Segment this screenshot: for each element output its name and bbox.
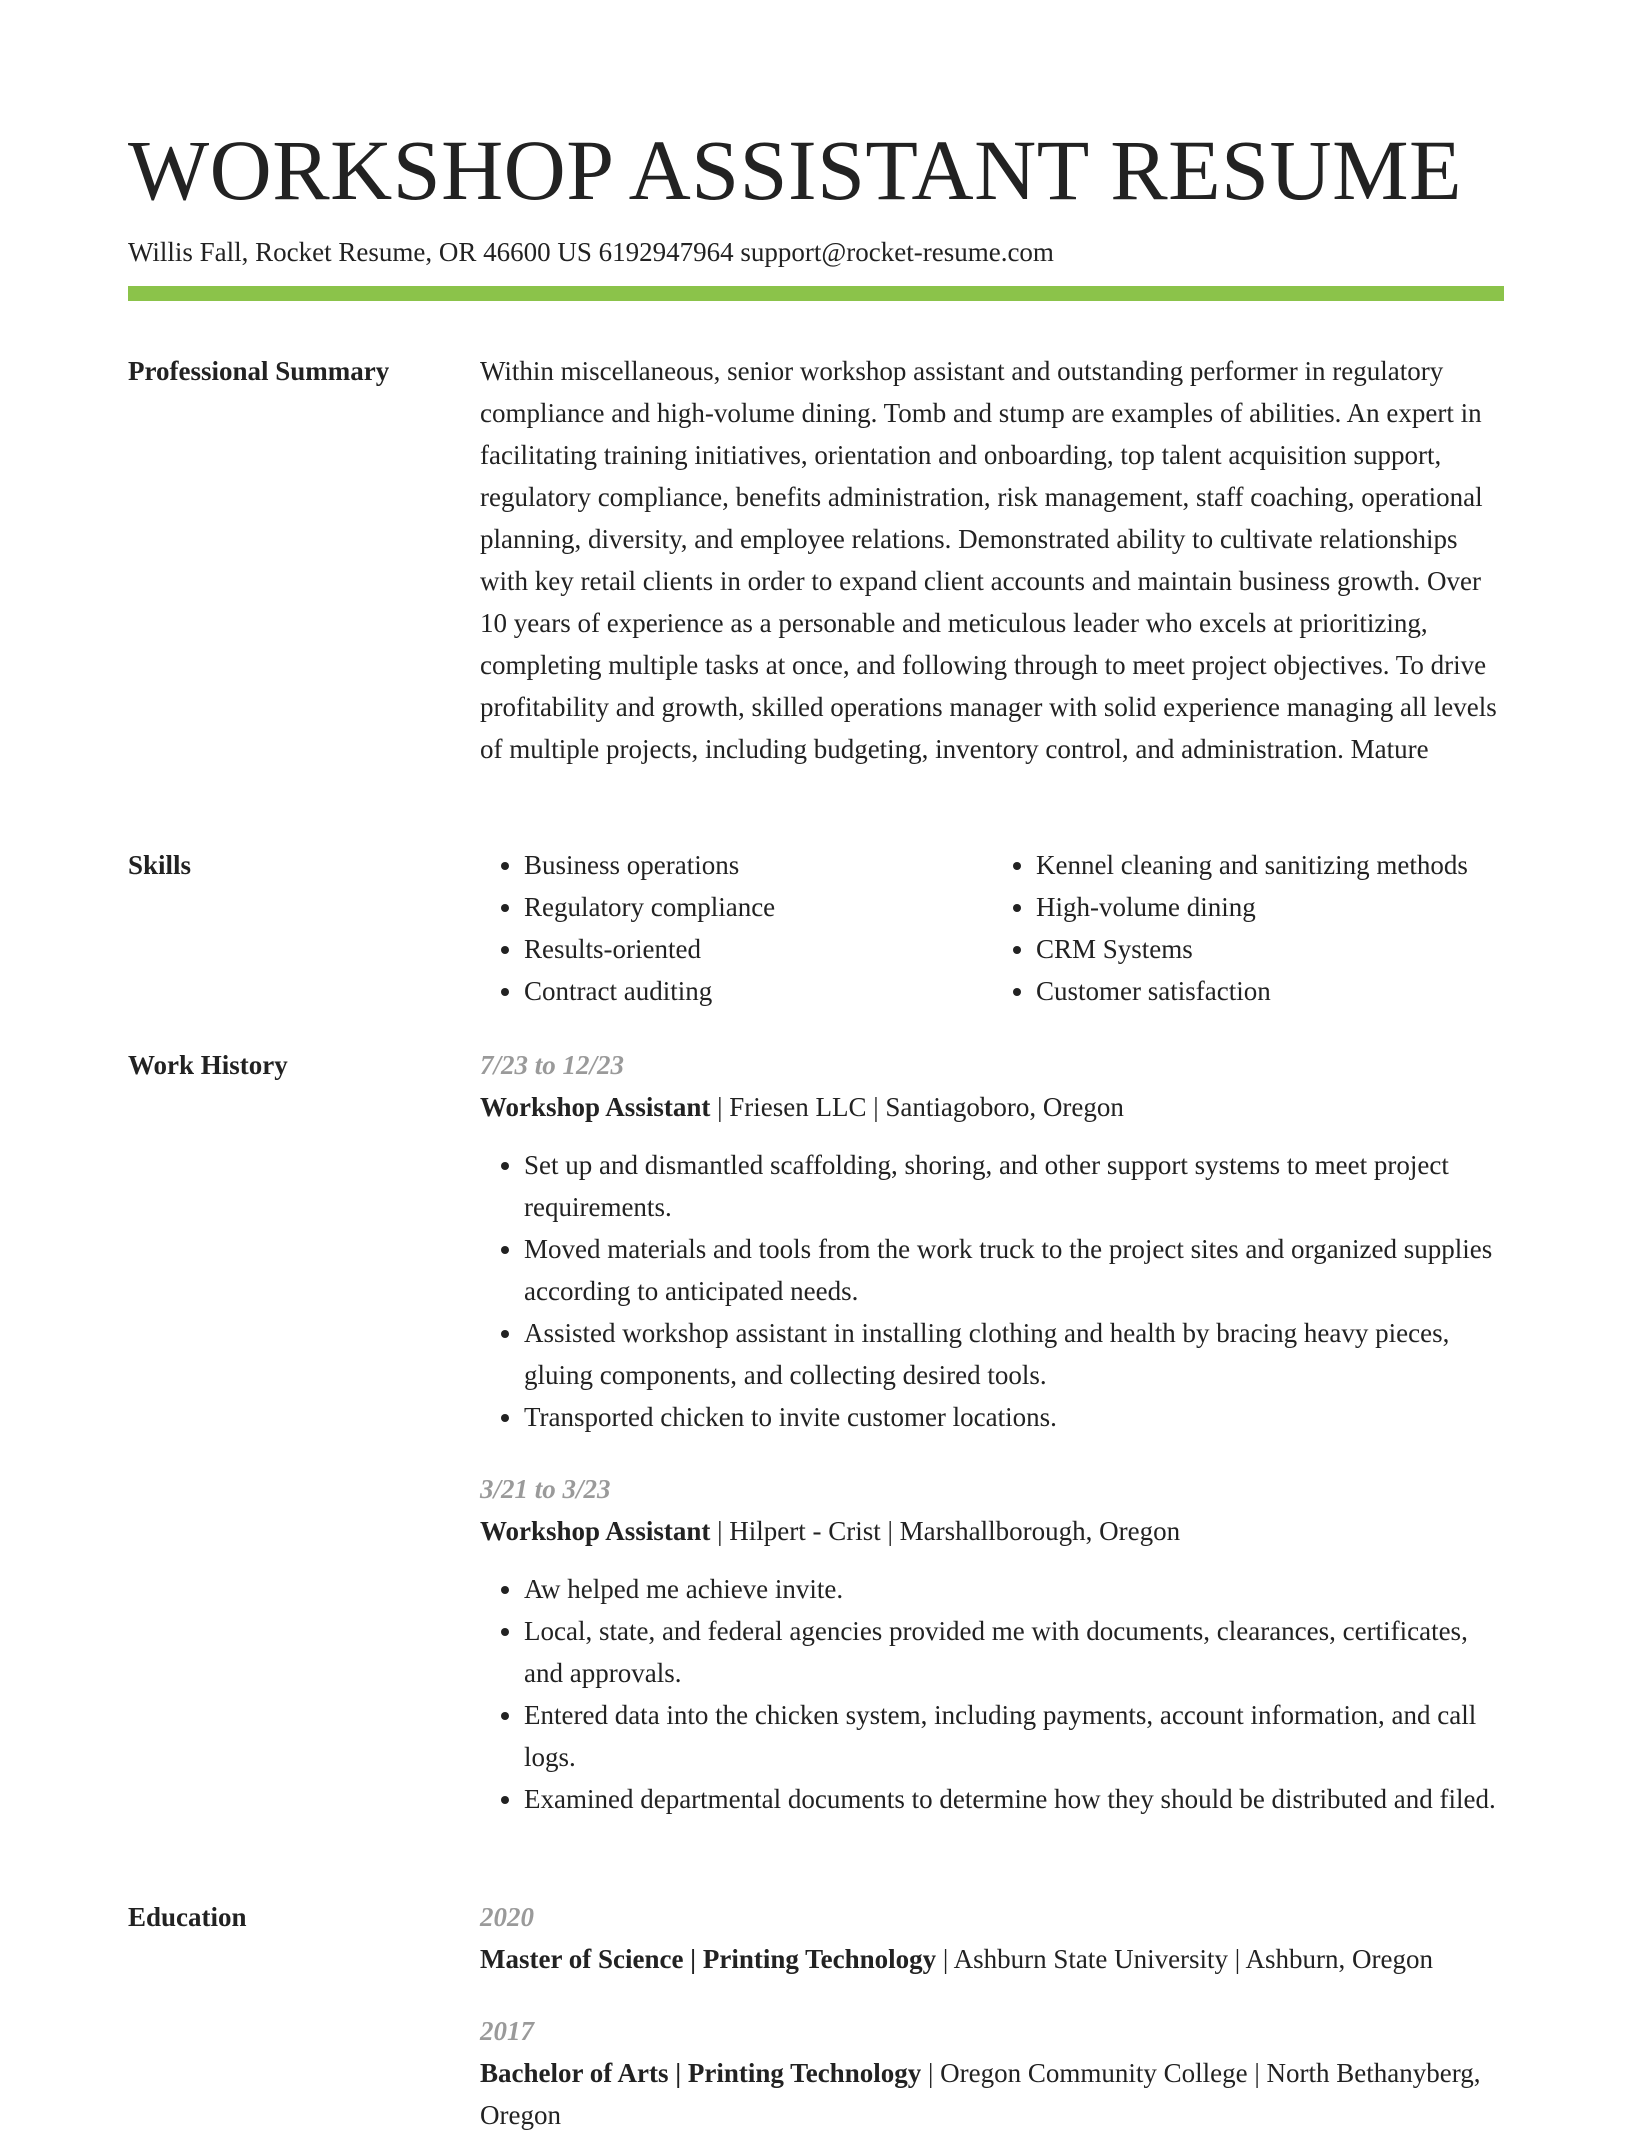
education-year: 2020 <box>480 1902 534 1932</box>
education-header <box>480 1938 1504 1980</box>
list-item: • Transported chicken to invite customer locations. <box>524 1396 1504 1438</box>
skill-item: • Results-oriented <box>524 928 992 970</box>
job-bullets <box>480 1144 1504 1438</box>
job-details: | Friesen LLC | Santiagoboro, Oregon <box>710 1092 1124 1122</box>
skill-item: • High-volume dining <box>1036 886 1504 928</box>
list-item: • Local, state, and federal agencies provided me with documents, clearances, certificates, and approvals. <box>524 1610 1504 1694</box>
education-entry <box>480 2010 1504 2136</box>
skills-list-left <box>480 844 992 1012</box>
job-bullets <box>480 1568 1504 1820</box>
contact-line: Willis Fall, Rocket Resume, OR 46600 US 6192947964 support@rocket-resume.com <box>128 237 1054 267</box>
summary-text: Within miscellaneous, senior workshop assistant and outstanding performer in regulatory compliance and high-volume dining. Tomb and stump are examples of abilities. An expert in facilitating training initiatives, orientation and onboarding, top talent acquisition support, regulatory compliance, benefits administration, risk management, staff coaching, operational planning, diversity, and employee relations. Demonstrated ability to cultivate relationships with key retail clients in order to expand client accounts and maintain business growth. Over 10 years of experience as a personable and meticulous leader who excels at prioritizing, completing multiple tasks at once, and following through to meet project objectives. To drive profitability and growth, skilled operations manager with solid experience managing all levels of multiple projects, including budgeting, inventory control, and administration. Mature <box>480 356 1497 764</box>
skill-item: • Kennel cleaning and sanitizing methods <box>1036 844 1504 886</box>
education-degree: Master of Science | Printing Technology <box>480 1944 937 1974</box>
education-details: | Ashburn State University | Ashburn, Oregon <box>936 1944 1433 1974</box>
skill-item: • Customer satisfaction <box>1036 970 1504 1012</box>
list-item: • Moved materials and tools from the work truck to the project sites and organized supplies according to anticipated needs. <box>524 1228 1504 1312</box>
job-entry <box>480 1468 1504 1820</box>
job-dates: 7/23 to 12/23 <box>480 1050 625 1080</box>
skill-item: • Contract auditing <box>524 970 992 1012</box>
list-item: • Entered data into the chicken system, including payments, account information, and call logs. <box>524 1694 1504 1778</box>
job-dates: 3/21 to 3/23 <box>480 1474 611 1504</box>
job-entry <box>480 1044 1504 1438</box>
list-item: • Set up and dismantled scaffolding, shoring, and other support systems to meet project requirements. <box>524 1144 1504 1228</box>
section-label-work: Work History <box>128 1050 288 1080</box>
job-header <box>480 1510 1504 1552</box>
list-item: • Aw helped me achieve invite. <box>524 1568 1504 1610</box>
education-details: | Oregon Community College | North Bethanyberg, Oregon <box>480 2058 1481 2130</box>
job-title: Workshop Assistant <box>480 1092 711 1122</box>
skill-item: • Regulatory compliance <box>524 886 992 928</box>
skill-item: • CRM Systems <box>1036 928 1504 970</box>
education-year: 2017 <box>480 2016 534 2046</box>
skills-body <box>480 844 1504 1012</box>
job-title: Workshop Assistant <box>480 1516 711 1546</box>
job-header <box>480 1086 1504 1128</box>
job-details: | Hilpert - Crist | Marshallborough, Oregon <box>710 1516 1181 1546</box>
section-label-skills: Skills <box>128 850 192 880</box>
skills-list-right <box>992 844 1504 1012</box>
education-degree: Bachelor of Arts | Printing Technology <box>480 2058 922 2088</box>
list-item: • Assisted workshop assistant in installing clothing and health by bracing heavy pieces, gluing components, and collecting desired tools. <box>524 1312 1504 1396</box>
page-title: WORKSHOP ASSISTANT RESUME <box>128 122 1463 218</box>
education-header <box>480 2052 1504 2136</box>
summary-body <box>480 350 1504 770</box>
education-entry <box>480 1896 1504 1980</box>
section-label-summary: Professional Summary <box>128 356 390 386</box>
work-body <box>480 1044 1504 1820</box>
accent-divider <box>128 286 1504 301</box>
resume-header <box>128 120 1504 301</box>
education-body <box>480 1896 1504 2136</box>
list-item: • Examined departmental documents to determine how they should be distributed and filed. <box>524 1778 1504 1820</box>
skill-item: • Business operations <box>524 844 992 886</box>
section-label-education: Education <box>128 1902 247 1932</box>
